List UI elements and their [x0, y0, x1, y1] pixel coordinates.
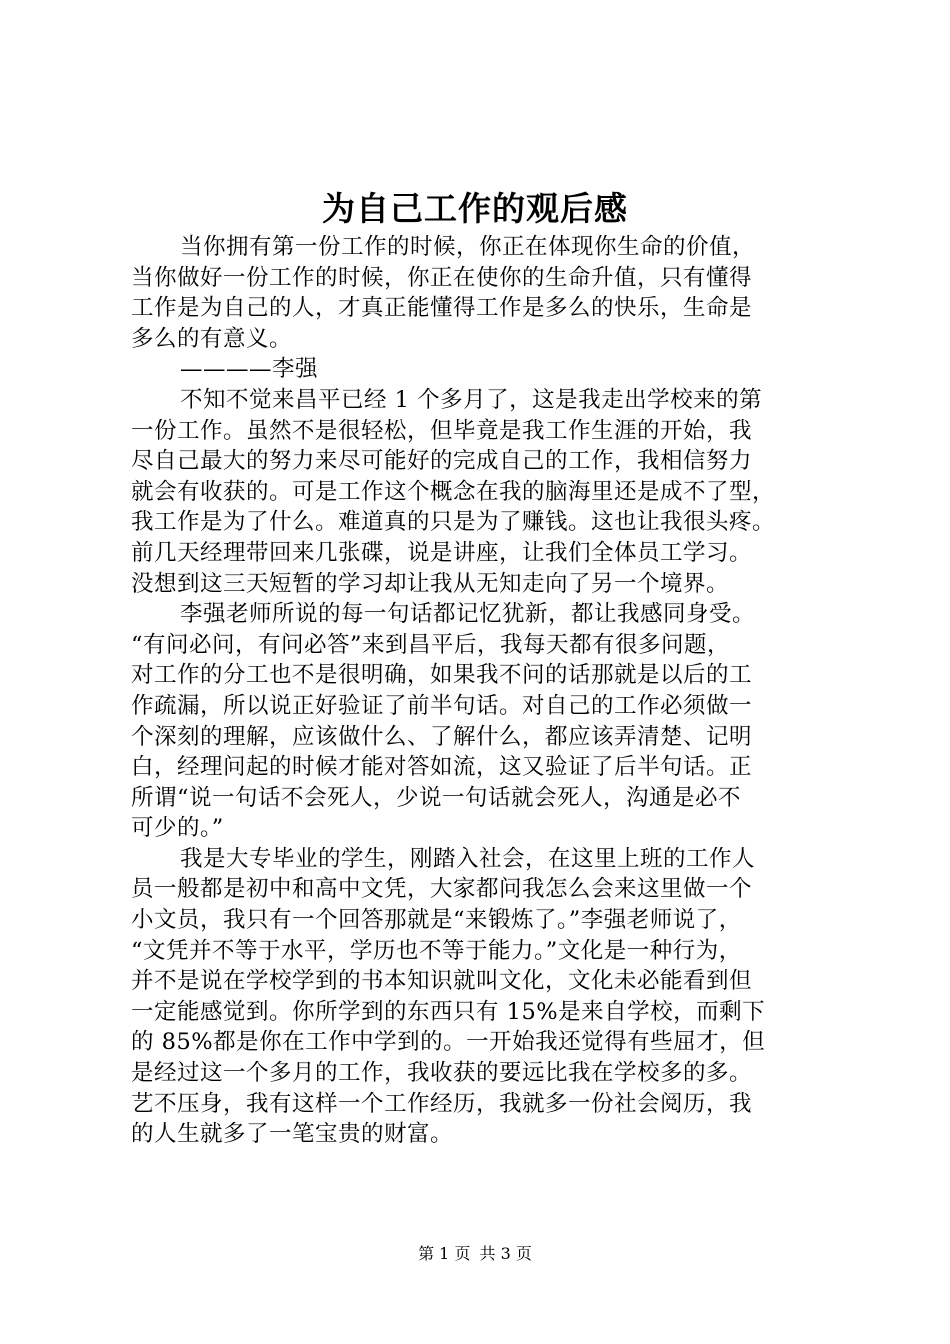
- text-line: 没想到这三天短暂的学习却让我从无知走向了另一个境界。: [131, 570, 730, 597]
- text-line: “文凭并不等于水平，学历也不等于能力。”文化是一种行为，: [131, 937, 742, 964]
- text-line: 尽自己最大的努力来尽可能好的完成自己的工作，我相信努力: [131, 448, 753, 475]
- text-line: 工作是为自己的人，才真正能懂得工作是多么的快乐，生命是: [131, 295, 753, 322]
- text-line: 当你拥有第一份工作的时候，你正在体现你生命的价值，: [180, 234, 756, 260]
- text-line: 前几天经理带回来几张碟，说是讲座，让我们全体员工学习。: [131, 539, 753, 566]
- text-line: 就会有收获的。可是工作这个概念在我的脑海里还是成不了型，: [131, 478, 776, 505]
- text-line: 多么的有意义。: [131, 325, 293, 352]
- text-line: 我是大专毕业的学生，刚踏入社会，在这里上班的工作人: [180, 845, 756, 872]
- text-line: 我工作是为了什么。难道真的只是为了赚钱。这也让我很头疼。: [131, 509, 776, 536]
- quote-attribution: ————李强: [180, 356, 319, 383]
- text-line: 一份工作。虽然不是很轻松，但毕竟是我工作生涯的开始，我: [131, 417, 753, 444]
- text-line: 对工作的分工也不是很明确，如果我不问的话那就是以后的工: [131, 662, 753, 689]
- text-line: “有问必问，有问必答”来到昌平后，我每天都有很多问题，: [131, 631, 731, 658]
- text-line: 白，经理问起的时候才能对答如流，这又验证了后半句话。正: [131, 754, 753, 781]
- text-line: 艺不压身，我有这样一个工作经历，我就多一份社会阅历，我: [131, 1090, 753, 1117]
- text-line: 的 85%都是你在工作中学到的。一开始我还觉得有些屈才，但: [131, 1029, 766, 1056]
- text-line: 个深刻的理解，应该做什么、了解什么，都应该弄清楚、记明: [131, 723, 753, 750]
- document-body: [131, 232, 828, 1150]
- text-line: 一定能感觉到。你所学到的东西只有 15%是来自学校，而剩下: [131, 998, 766, 1025]
- text-line: 当你做好一份工作的时候，你正在使你的生命升值，只有懂得: [131, 264, 753, 291]
- text-line: 可少的。”: [131, 815, 224, 842]
- text-line: 不知不觉来昌平已经 1 个多月了，这是我走出学校来的第: [180, 386, 763, 413]
- text-line: 小文员，我只有一个回答那就是“来锻炼了。”李强老师说了，: [131, 907, 742, 934]
- page-total: 共 3 页: [479, 1244, 532, 1263]
- text-line: 的人生就多了一笔宝贵的财富。: [131, 1121, 454, 1148]
- text-line: 作疏漏，所以说正好验证了前半句话。对自己的工作必须做一: [131, 692, 753, 719]
- text-line: 是经过这一个多月的工作，我收获的要远比我在学校多的多。: [131, 1060, 753, 1087]
- text-line: 员一般都是初中和高中文凭，大家都问我怎么会来这里做一个: [131, 876, 753, 903]
- text-line: 并不是说在学校学到的书本知识就叫文化，文化未必能看到但: [131, 968, 753, 995]
- document-title: 为自己工作的观后感: [322, 189, 628, 228]
- text-line: 所谓“说一句话不会死人，少说一句话就会死人，沟通是必不: [131, 784, 742, 811]
- text-line: 李强老师所说的每一句话都记忆犹新，都让我感同身受。: [180, 601, 756, 628]
- page-number: 第 1 页: [418, 1244, 471, 1263]
- page-footer: [0, 1243, 950, 1265]
